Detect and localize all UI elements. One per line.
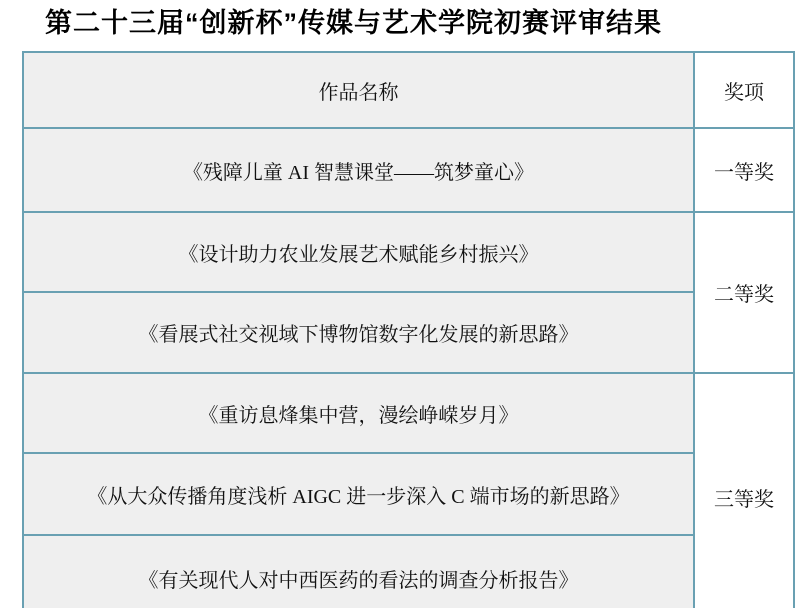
award-cell-second-prize: 二等奖 — [694, 212, 794, 373]
column-header-work-name: 作品名称 — [23, 52, 694, 128]
table-row — [23, 535, 794, 608]
work-title-cell: 《设计助力农业发展艺术赋能乡村振兴》 — [23, 212, 694, 292]
award-cell-third-prize: 三等奖 — [694, 373, 794, 608]
column-header-award: 奖项 — [694, 52, 794, 128]
page-title: 第二十三届“创新杯”传媒与艺术学院初赛评审结果 — [45, 8, 662, 38]
work-title-cell: 《有关现代人对中西医药的看法的调查分析报告》 — [23, 535, 694, 608]
table-header-row — [23, 52, 794, 128]
work-title-cell: 《从大众传播角度浅析 AIGC 进一步深入 C 端市场的新思路》 — [23, 453, 694, 535]
award-cell-first-prize: 一等奖 — [694, 128, 794, 212]
work-title-cell: 《重访息烽集中营，漫绘峥嵘岁月》 — [23, 373, 694, 453]
results-table — [22, 51, 795, 608]
work-title-cell: 《残障儿童 AI 智慧课堂——筑梦童心》 — [23, 128, 694, 212]
table-row — [23, 453, 794, 535]
work-title-cell: 《看展式社交视域下博物馆数字化发展的新思路》 — [23, 292, 694, 373]
table-row — [23, 128, 794, 212]
table-row — [23, 373, 794, 453]
table-row — [23, 292, 794, 373]
table-row — [23, 212, 794, 292]
